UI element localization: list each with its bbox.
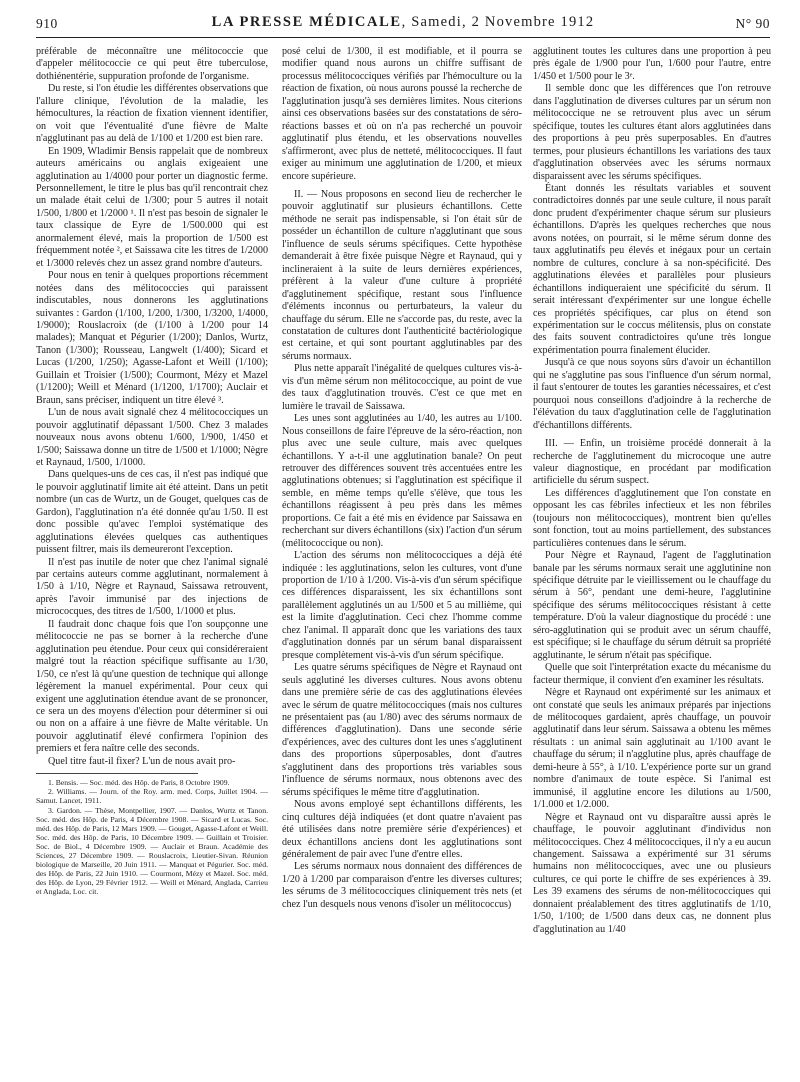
paragraph: III. — Enfin, un troisième procédé donnerait à la recherche de l'agglutinement du microcoque une autre valeur diagnostique, en procédant par modification artificielle du sérum suspect. xyxy=(533,438,771,487)
paragraph: Pour nous en tenir à quelques proportions récemment notées dans des mélitococcies qui paraissent indiscutables, nous donnerons les agglutinations suivantes : Gardon (1/100, 1/200, 1/300, 1/3200, 1/4000, 1/9000); Rouslacroix (de (1/100 à 1/200 pour 14 malades); Manquat et Pégurier (1/200); Danlos, Wurtz, Tanon (1/300); Rousseau, Langwelt (1/400); Sicard et Lucas (1/200, 1/250); Agasse-Lafont et Weill (1/100); Guillain et Troisier (1/500); Courmont, Mézy et Mazel (1/1200); Weill et Ménard (1/1200, 1/1700); Auclair et Braun, sans préciser, indiquent un titre élevé ³. xyxy=(36,270,268,406)
paragraph: Il faudrait donc chaque fois que l'on soupçonne une mélitococcie ne pas se borner à la recherche d'une agglutination peu étendue. Pour ceux qui considéreraient malgré tout la réaction spécifique suffisante au 1/30, 1/50, ce n'est là qu'une question de technique qui allonge légèrement la manuel expérimental. Pour ceux qui exigent une agglutination étendue avant de se prononcer, ce sera un des moyens d'élection pour déterminer si oui ou non on a affaire à une fièvre de Malte véritable. Un pouvoir agglutinatif élevé confirmera l'opinion des premiers et fera naître celle des seconds. xyxy=(36,618,268,755)
paragraph: Quel titre faut-il fixer? L'un de nous avait pro- xyxy=(48,755,236,767)
paragraph: Les quatre sérums spécifiques de Nègre et Raynaud ont seuls agglutiné les diverses cultures. Nous avons obtenu dans une première série de cas des agglutinations élevées avec le sérum de quatre mélitococciques (mais nos cultures ne présentaient pas (au 1/80) avec des sérums normaux de différences d'agglutination). Dans une seconde série d'expériences, avec des cultures dont les unes s'agglutinent dans des proportions sûperposables, dont d'autres s'agglutinent dans des proportions très variables sous l'influence de sérums normaux, nous obtenons avec des sérums spécifiques le même titre d'agglutination. xyxy=(282,662,522,798)
paragraph: Les unes sont agglutinées au 1/40, les autres au 1/100. Nous conseillons de faire l'épreuve de la séro-réaction, non plus avec une seule culture, mais avec quelques échantillons. Y a-t-il une agglutination banale? On peut retrouver des différences souvent très accentuées entre les agglutinations obtenues; si l'agglutination est spécifique il semble, en même temps qu'elle s'élève, que tous les échantillons réagissent à peu près dans les mêmes proportions. Ce fait a été mis en évidence par Saissawa en recherchant sur divers échantillons (six) l'action d'un sérum (mélitococcique ou non). xyxy=(282,413,522,549)
footnote: 2. Williams. — Journ. of the Roy. arm. med. Corps, Juillet 1904. — Samut. Lancet, 1911. xyxy=(36,787,268,806)
paragraph: L'un de nous avait signalé chez 4 mélitococciques un pouvoir agglutinatif dépassant 1/500. Chez 3 malades nouveaux nous avons obtenu 1/600, 1/900, 1/450 et 1/500; Saissawa donne un titre de 1/500 et 1/1000; Nègre et Raynaud, 1/500, 1/1000. xyxy=(36,407,268,468)
paragraph: Il semble donc que les différences que l'on retrouve dans l'agglutination de diverses cultures par un sérum non mélitococcique ne se retrouvent plus avec un sérum spécifique, toutes les cultures étant alors agglutinées dans des proportions à peu près superposables. En d'autres termes, pour plusieurs échantillons les variations des taux d'agglutination observées avec les sérums normaux disparaissent avec les sérums spécifiques. xyxy=(533,83,771,182)
issue-number: N° 90 xyxy=(735,16,770,31)
journal-title: LA PRESSE MÉDICALE xyxy=(211,14,402,30)
paragraph: Quelle que soit l'interprétation exacte du mécanisme du facteur thermique, il convient d'en examiner les résultats. xyxy=(533,662,771,686)
page-header xyxy=(36,12,770,36)
footnote: 3. Gardon. — Thèse, Montpellier, 1907. — Danlos, Wurtz et Tanon. Soc. méd. des Hôp. de Paris, 4 Décembre 1908. — Sicard et Lucas. Soc. méd. des Hôp. de Paris, 12 Mars 1909. — Gouget, Agasse-Lafont et Weill. Soc. méd. des Hôp. de Paris, 10 Décembre 1909. — Guillain et Troisier. Soc. de Biol., 4 Décembre 1909. — Auclair et Braun. Académie des Sciences, 27 Décembre 1909. — Rouslacroix, Lieutier-Sivan. Réunion biologique de Marseille, 20 Juin 1911. — Manquat et Pégurier. Soc. méd. des Hôp. de Paris, 22 Juin 1910. — Courmont, Mézy et Mazel. Soc. méd. des Hôp. de Lyon, 29 Février 1912. — Weill et Ménard, Anglada, Carrieu et Anglada, Loc. cit. xyxy=(36,805,268,897)
paragraph: L'action des sérums non mélitococciques a déjà été indiquée : les agglutinations, selon les cultures, vont d'une proportion de 1/10 à 1/200. Vis-à-vis d'un sérum spécifique ces différences disparaissent, les six échantillons sont parallèlement agglutinés un au 1/500 et 5 au millième, qui est la limite d'agglutination. Ceci chez l'homme comme chez l'animal. Il apparaît donc que les variations des taux d'agglutination donnés par un sérum banal disparaissent presque complètement vis-à-vis d'un sérum spécifique. xyxy=(282,550,522,661)
text-column-3 xyxy=(533,46,771,1076)
paragraph: Dans quelques-uns de ces cas, il n'est pas indiqué que le pouvoir agglutinatif limite ait été atteint. Dans un petit nombre (un cas de Wurtz, un de Gouget, quelques cas de Gardon), l'agglutination n'a été donnée qu'au 1/50. Il est donc possible qu'avec l'emploi systématique des agglutinations élevées quelques cas authentiques puissent filtrer, mais ils demeureront l'exception. xyxy=(36,469,268,556)
paragraph: Du reste, si l'on étudie les différentes observations que l'allure clinique, l'évolution de la maladie, les hémocultures, la réaction de fixation viennent identifier, on voit que l'éventualité d'une fièvre de Malte n'agglutinant pas au delà de 1/100 et 1/200 est bien rare. xyxy=(36,83,268,145)
paragraph: Plus nette apparaît l'inégalité de quelques cultures vis-à-vis d'un même sérum non mélitococcique, au point de vue des taux d'agglutination trouvés. C'est ce que met en lumière le travail de Saissawa. xyxy=(282,363,522,412)
paragraph: Les sérums normaux nous donnaient des différences de 1/20 à 1/200 par comparaison d'entre les diverses cultures; les sérums de 3 mélitococciques cliniquement très nets (et chez l'un desquels nous venons d'isoler un mélitococcus) xyxy=(282,861,522,910)
text-column-2 xyxy=(282,46,522,1076)
text-column-1 xyxy=(36,46,268,1076)
footnotes xyxy=(36,778,268,896)
paragraph: Nous avons employé sept échantillons différents, les cinq cultures déjà indiquées (et dont quatre n'avaient pas été utilisées dans notre première série d'expériences) et deux échantillons anciens dont les agglutinations sont généralement de pair avec l'une d'entre elles. xyxy=(282,799,522,860)
paragraph: agglutinent toutes les cultures dans une proportion à peu près égale de 1/900 pour l'un, 1/600 pour l'autre, entre 1/450 et 1/500 pour le 3ᵉ. xyxy=(533,46,771,82)
page-number: 910 xyxy=(36,16,58,31)
header-rule xyxy=(36,37,770,38)
paragraph: Les différences d'agglutinement que l'on constate en opposant les cas fébriles infectieux et les non fébriles (toujours non mélitococciques), montrent bien qu'elles sont fonction, tout au moins partiellement, des substances particulières contenues dans le sérum. xyxy=(533,487,771,549)
paragraph: Il n'est pas inutile de noter que chez l'animal signalé par certains auteurs comme agglutinant, normalement à 1/50 à 1/10, Nègre et Raynaud, Saissawa retrouvent, après l'avoir immunisé par des injections de micrococques, des titres de 1/500, 1/1000 et plus. xyxy=(36,556,268,618)
paragraph: posé celui de 1/300, il est modifiable, et il pourra se modifier quand nous aurons un chiffre suffisant de processus mélitococciques vérifiés par l'hémoculture ou la réaction de fixation, où nous aurons poussé la recherche de l'agglutination jusqu'à ses dernières limites. Nous citerions ainsi ces observations basées sur des constatations de séro-réactions basses et où on n'a pas recherché un pouvoir agglutinatif plus étendu, et les observations nouvelles s'affirmeront, avec plus de netteté, mélitococciques. Il faut exiger au minimum une agglutination de 1/200, et mieux encore supérieure. xyxy=(282,46,522,182)
paragraph: En 1909, Wladimir Bensis rappelait que de nombreux auteurs américains ou anglais exigeaient une agglutination au 1/4000 pour porter un diagnostic ferme. Personnellement, le titre le plus bas qu'il rencontrait chez un malade était celui de 1/300; pour 5 autres il notait 1/500, 1/800 et 1/2000 ¹. Il n'est pas besoin de signaler le taux classique de Eyre de 1/500.000 qui est anormalement élevé, mais la proportion de 1/500 est fréquemment notée ², et Saissawa cite les titres de 1/2000 et 1/3000 relevés chez un assez grand nombre d'auteurs. xyxy=(36,145,268,269)
issue-date: , Samedi, 2 Novembre 1912 xyxy=(401,14,595,30)
paragraph: Étant donnés les résultats variables et souvent contradictoires donnés par une seule culture, il nous paraît donc prudent d'expérimenter chaque sérum sur plusieurs échantillons. D'après les quelques recherches que nous avons notées, on pourrait, si le même sérum donne des taux agglutinatifs peu élevés et inégaux pour un certain nombre de cultures, conclure à sa non-spécificité. Des agglutinations élevées et parallèles pour plusieurs échantillons indiqueraient une spécificité du sérum. Il serait intéressant d'expérimenter sur une longue échelle ces propriétés spécifiques, car plus on étend son expérimentation sur le coccus mélitensis, plus on constate des faits souvent contradictoires qu'une très longue expérimentation pourra finalement élucider. xyxy=(533,182,771,356)
footnote: 1. Bensis. — Soc. méd. des Hôp. de Paris, 8 Octobre 1909. xyxy=(48,778,230,788)
paragraph: Pour Nègre et Raynaud, l'agent de l'agglutination banale par les sérums normaux serait une agglutinine non spécifique détruite par le vieillissement ou le chauffage du sérum à 56°, pendant une demi-heure, l'agglutinine spécifique des sérums mélitococciques résistant à cette température. D'où la valeur diagnostique du procédé : une séro-agglutination qui se produit avec un sérum chauffé, est spécifique; si le chauffage du sérum détruit sa propriété agglutinante, le sérum n'était pas spécifique. xyxy=(533,550,771,661)
paragraph: préférable de méconnaître une mélitococcie que d'appeler mélitococcie ce qui peut être tuberculose, dothiénentérie, suppuration profonde de l'organisme. xyxy=(36,46,268,82)
paragraph: Nègre et Raynaud ont vu disparaître aussi après le chauffage, le pouvoir agglutinant d'individus non mélitococciques. Chez 4 mélitococciques, il n'y a eu aucun changement. Saissawa a expérimenté sur 31 sérums humains non mélitococciques, avec une ou plusieurs cultures, ce qui porte le chiffre de ses expériences à 39. Les 39 examens des sérums de non-mélitococciques qui donnaient préalablement des titres agglutinatifs de 1/10, 1/50, 1/100; de 1/500 dans deux cas, ne donnent plus d'agglutination au 1/40 xyxy=(533,811,771,935)
paragraph: Jusqu'à ce que nous soyons sûrs d'avoir un échantillon qui ne s'agglutine pas sous l'influence d'un sérum normal, il faut s'entourer de toutes les garanties nécessaires, et c'est pourquoi nous conseillons d'adjoindre à la recherche de l'élévation du taux d'agglutination celle de l'agglutination d'échantillons différents. xyxy=(533,357,771,431)
running-title xyxy=(36,14,770,31)
paragraph: Nègre et Raynaud ont expérimenté sur les animaux et ont constaté que seuls les animaux préparés par injections de mélitocoques gardaient, après chauffage, un pouvoir agglutinatif dans leur sérum. Saissawa a obtenu les mêmes résultats : un animal sain agglutinait au 1/100 avant le chauffage du sérum; il n'agglutine plus, après chauffage de demi-heure à 55°, à 1/10. L'expérience porte sur un grand nombre d'animaux de toute espèce. Si l'animal est immunisé, il agglutine encore les dilutions au 1/500, 1/1.000 et 1/2.000. xyxy=(533,687,771,811)
paragraph: II. — Nous proposons en second lieu de rechercher le pouvoir agglutinatif sur plusieurs échantillons. Cette méthode ne serait pas indispensable, si l'on était sûr de posséder un échantillon de culture n'agglutinant que sous l'influence de seuls sérums spécifiques. Cette hypothèse demanderait à être fixée puisque Nègre et Raynaud, qui y inclineraient à la suite de leurs dernières expériences, préfèrent à la valeur d'une culture à propriété d'agglutinement spécifique, restant sous l'influence d'éléments inconnus ou perturbateurs, la valeur du chauffage du sérum. Elle ne s'accorde pas, du reste, avec la constatation de cultures dont l'authenticité bactériologique est certaine, et qui sont pourtant agglutinables par des sérums normaux. xyxy=(282,188,522,362)
